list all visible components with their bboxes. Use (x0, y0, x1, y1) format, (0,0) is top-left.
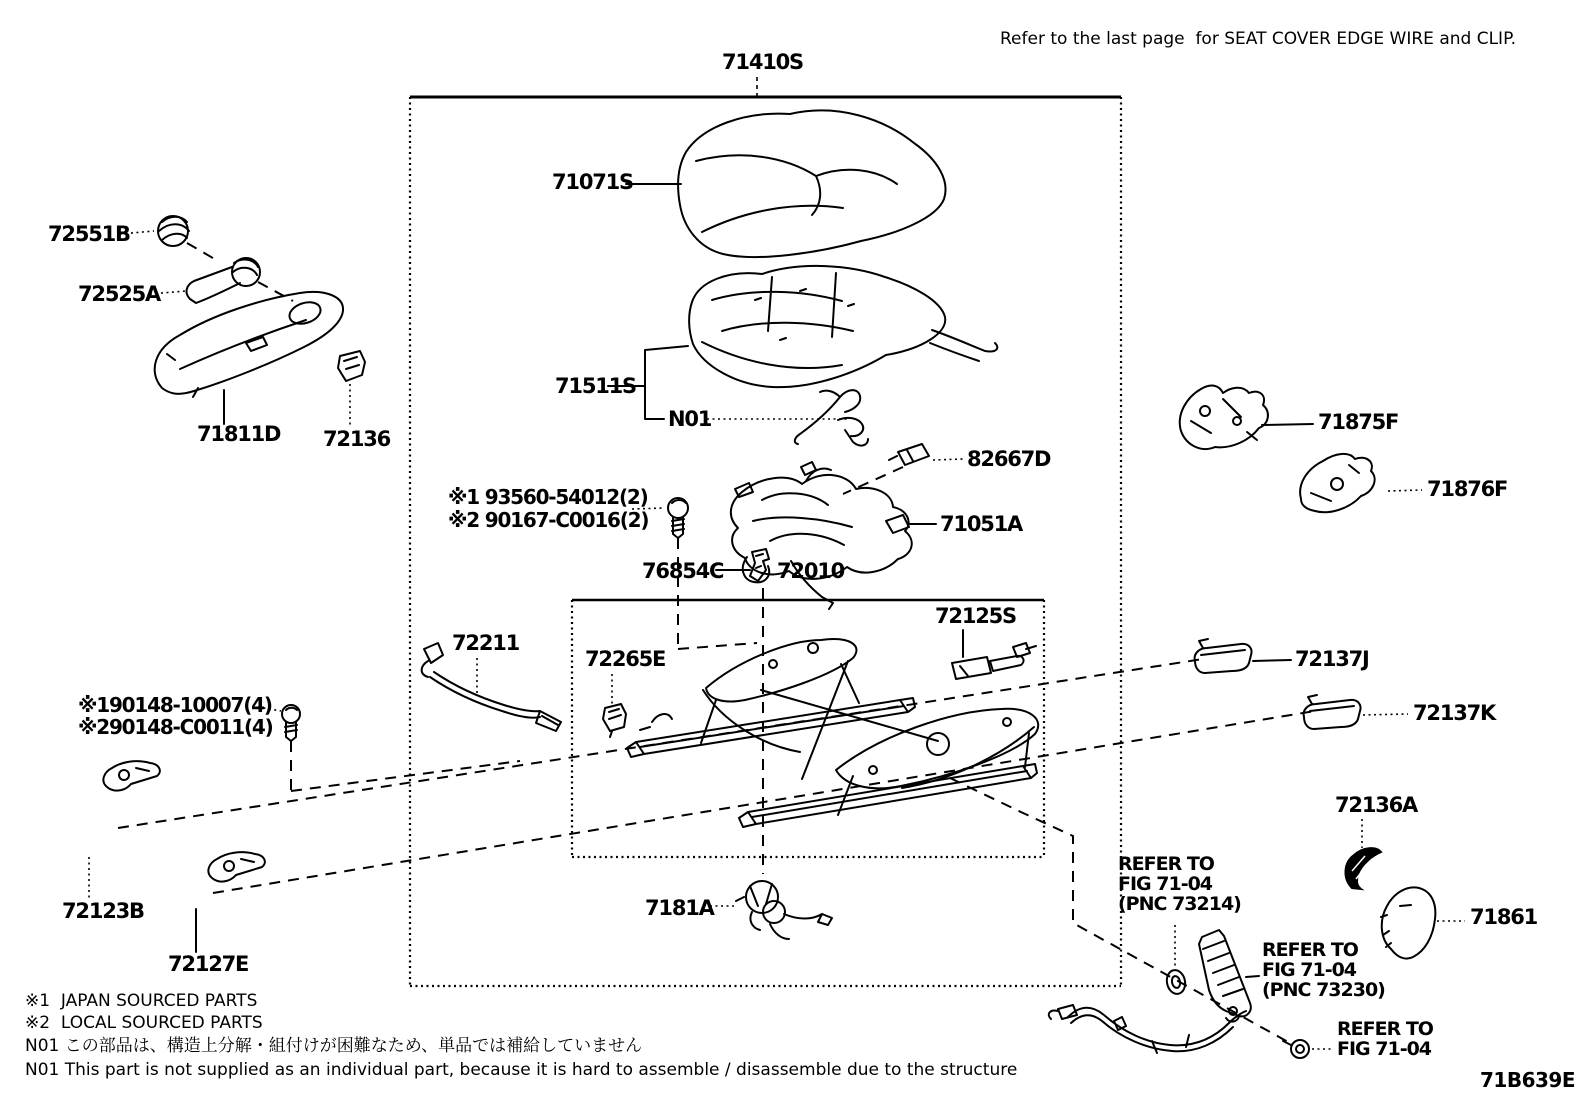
callout-screw-note1: ※1 93560-54012(2) (448, 485, 648, 509)
wire-harness-71051a (731, 462, 912, 609)
callout-71051a: 71051A (940, 512, 1023, 536)
callout-71071s: 71071S (552, 170, 633, 194)
bolt-90148 (282, 705, 300, 741)
spring-72136a (1345, 848, 1381, 889)
footnote-n01-jp: N01 この部品は、構造上分解・組付けが困難なため、単品では補給していません (25, 1036, 643, 1056)
callout-72127e: 72127E (168, 952, 249, 976)
grommet-fig7104 (1283, 1040, 1309, 1058)
footnote-local-sourced: ※2 LOCAL SOURCED PARTS (25, 1013, 263, 1033)
callout-72125s: 72125S (935, 604, 1016, 628)
clip-72123b (103, 761, 159, 790)
callout-72525a: 72525A (78, 282, 161, 306)
callout-72137k: 72137K (1413, 701, 1496, 725)
header-note: Refer to the last page for SEAT COVER EDGE WIRE and CLIP. (1000, 29, 1517, 49)
refer-bottom-line1: REFER TO (1337, 1018, 1433, 1040)
callout-72211: 72211 (452, 631, 520, 655)
clip-72136 (338, 351, 365, 381)
refer-73230-line2: FIG 71-04 (1262, 959, 1357, 981)
part-72125s (952, 643, 1036, 679)
seat-wire-n01 (795, 390, 868, 445)
callout-71875f: 71875F (1318, 410, 1399, 434)
callout-76854c: 76854C (642, 559, 724, 583)
assembly-dashed-lines (118, 243, 1315, 1043)
callout-71511s: 71511S (555, 374, 636, 398)
screw-93560 (668, 498, 688, 538)
track-cap-72137k (1304, 695, 1361, 729)
part-7181a (736, 881, 832, 939)
refer-73230-line1: REFER TO (1262, 939, 1358, 961)
bracket-71875f (1180, 386, 1268, 450)
callout-71876f: 71876F (1427, 477, 1508, 501)
recliner-handle-72525a (187, 258, 260, 303)
callout-7181a: 7181A (645, 896, 714, 920)
callout-71811d: 71811D (197, 422, 281, 446)
callout-n01: N01 (668, 407, 712, 431)
seat-cushion-pad-71511s (689, 266, 997, 387)
footnote-japan-sourced: ※1 JAPAN SOURCED PARTS (25, 991, 258, 1011)
belt-buckle-73230 (1199, 930, 1251, 1022)
pad-71861 (1381, 887, 1435, 958)
connector-82667d (889, 444, 929, 465)
refer-73214-line2: FIG 71-04 (1118, 873, 1213, 895)
diagram-code: 71B639E (1480, 1068, 1575, 1092)
callout-82667d: 82667D (967, 447, 1051, 471)
wire-rod-72211 (422, 643, 561, 731)
callout-72265e: 72265E (585, 647, 666, 671)
refer-73214-line1: REFER TO (1118, 853, 1214, 875)
outer-assembly-box (410, 97, 1121, 986)
bracket-71876f (1300, 454, 1375, 512)
refer-73230-line3: (PNC 73230) (1262, 979, 1385, 1001)
sensor-wire (1049, 1005, 1246, 1053)
callout-screw-note2: ※2 90167-C0016(2) (448, 508, 649, 532)
callout-bolt-note2: ※290148-C0011(4) (78, 715, 273, 739)
callout-72551b: 72551B (48, 222, 130, 246)
ring-73214 (1165, 968, 1188, 995)
callout-71861: 71861 (1470, 905, 1538, 929)
callout-72137j: 72137J (1295, 647, 1369, 671)
clip-72127e (208, 852, 264, 881)
callout-72123b: 72123B (62, 899, 144, 923)
seat-track-assembly (627, 639, 1038, 827)
refer-73214-line3: (PNC 73214) (1118, 893, 1241, 915)
callout-bolt-note1: ※190148-10007(4) (78, 693, 272, 717)
clip-76854c-72010 (750, 549, 769, 581)
clip-72265e (603, 704, 626, 737)
callout-72136: 72136 (323, 427, 391, 451)
seat-shield-71811d (155, 292, 343, 397)
callout-72010: 72010 (777, 559, 845, 583)
callout-72136a: 72136A (1335, 793, 1418, 817)
footnote-n01-en: N01 This part is not supplied as an individual part, because it is hard to assemble / disassemble due to the structure (25, 1060, 1018, 1080)
callout-71410s: 71410S (722, 50, 803, 74)
refer-bottom-line2: FIG 71-04 (1337, 1038, 1432, 1060)
knob-72551b (158, 216, 189, 246)
track-cap-72137j (1195, 639, 1252, 673)
seat-cushion-cover-71071s (678, 110, 946, 257)
